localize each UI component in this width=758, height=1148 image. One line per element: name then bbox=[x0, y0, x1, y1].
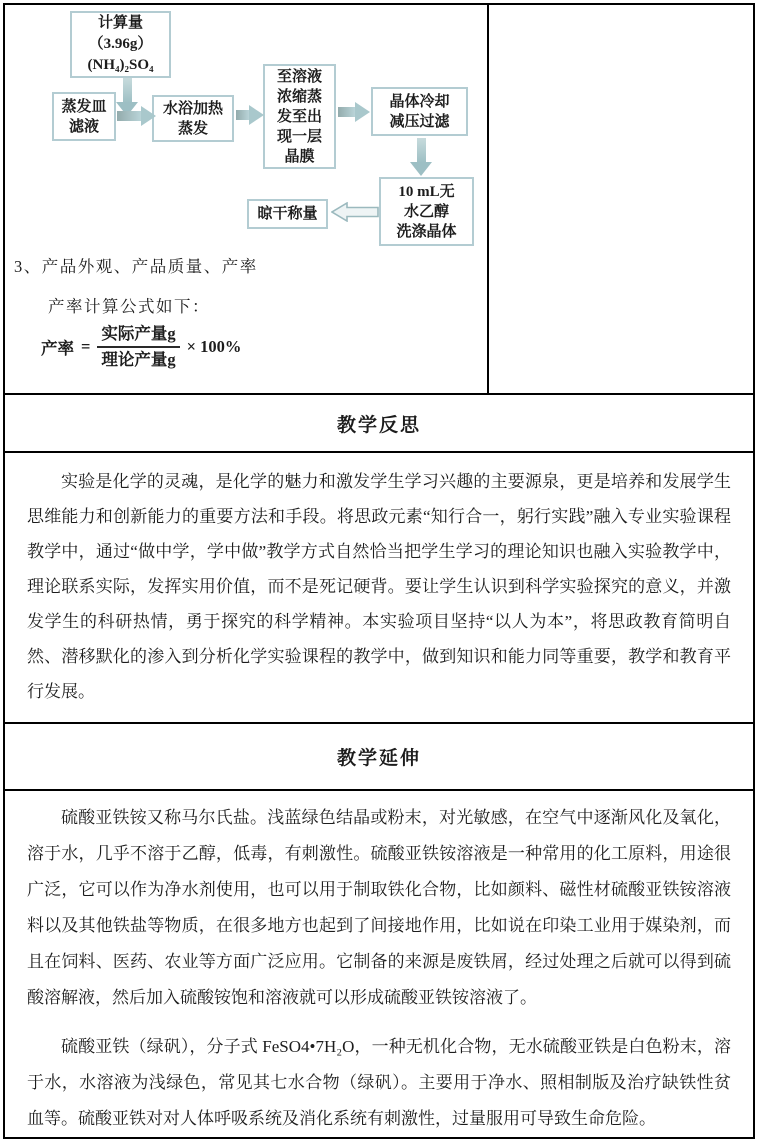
flow-box-line: 10 mL无 bbox=[398, 183, 455, 200]
flow-box-line: 滤液 bbox=[68, 118, 99, 135]
formula-intro-label: 产率计算公式如下： bbox=[48, 297, 210, 316]
extension-body-row bbox=[5, 789, 753, 1137]
reflection-header: 教学反思 bbox=[336, 414, 421, 436]
reflection-header-row bbox=[5, 393, 753, 451]
flow-box-line: 浓缩蒸 bbox=[276, 88, 322, 105]
formula-lhs: 产率 bbox=[41, 339, 74, 359]
flow-box-line: 晶膜 bbox=[284, 148, 315, 165]
extension-header-row bbox=[5, 722, 753, 789]
flow-box-line: 减压过滤 bbox=[389, 113, 450, 130]
extension-header: 教学延伸 bbox=[336, 748, 421, 769]
extension-paragraph-2: 硫酸亚铁（绿矾），分子式 FeSO4•7H₂O，一种无机化合物，无水硫酸亚铁是白色粉末，溶于水，水溶液为浅绿色，常见其七水合物（绿矾）。主要用于净水、照相制版及治疗缺铁性贫血等。硫酸亚铁对对人体呼吸系统及消化系统有刺激性，过量服用可导致生命危险。 bbox=[27, 1037, 731, 1128]
formula-fraction bbox=[97, 323, 179, 372]
arrow-left-hollow-icon bbox=[331, 202, 379, 227]
flow-box-calculated-amount bbox=[70, 11, 171, 78]
formula-equals: = bbox=[81, 337, 91, 357]
formula-numerator: 实际产量g bbox=[97, 323, 179, 348]
procedure-row bbox=[5, 5, 753, 393]
extension-paragraph-1: 硫酸亚铁铵又称马尔氏盐。浅蓝绿色结晶或粉末，对光敏感，在空气中逐渐风化及氧化，溶于水，几乎不溶于乙醇，低毒，有刺激性。硫酸亚铁铵溶液是一种常用的化工原料，用途很广泛，它可以作为净水剂使用，也可以用于制取铁化合物，比如颜料、磁性材硫酸亚铁铵溶液料以及其他铁盐等物质，在很多地方也起到了间接地作用，比如说在印染工业用于媒染剂，而且在饲料、医药、农业等方面广泛应用。它制备的来源是废铁屑，经过处理之后就可以得到硫酸溶解液，然后加入硫酸铵饱和溶液就可以形成硫酸亚铁铵溶液了。 bbox=[27, 808, 731, 1007]
reflection-paragraph: 实验是化学的灵魂，是化学的魅力和激发学生学习兴趣的主要源泉，更是培养和发展学生思维能力和创新能力的重要方法和手段。将思政元素“知行合一，躬行实践”融入专业实验课程教学中，通过“做中学，学中做”教学方式自然恰当把学生学习的理论知识也融入实验教学中，理论联系实际，发挥实用价值，而不是死记硬背。要让学生认识到科学实验探究的意义，并激发学生的科研热情，勇于探究的科学精神。本实验项目坚持“以人为本”，将思政教育简明自然、潜移默化的渗入到分析化学实验课程的教学中，做到知识和能力同等重要，教学和教育平行发展。 bbox=[27, 472, 731, 701]
flow-box-line: （3.96g） bbox=[88, 36, 153, 52]
flow-box-line: 至溶液 bbox=[276, 68, 322, 85]
product-item-label: 3、产品外观、产品质量、产率 bbox=[14, 257, 258, 276]
flow-box-evaporating-dish-filtrate bbox=[52, 92, 116, 141]
flow-box-line: 水乙醇 bbox=[403, 203, 449, 220]
flow-box-line: 发至出 bbox=[276, 108, 322, 125]
flow-box-ethanol-wash bbox=[379, 177, 474, 246]
flow-box-line: 晶体冷却 bbox=[389, 93, 450, 110]
flow-box-line: 蒸发皿 bbox=[61, 98, 107, 115]
document-table bbox=[3, 3, 755, 1139]
flow-box-cool-vacuum-filter bbox=[371, 87, 468, 136]
formula-denominator: 理论产量g bbox=[101, 350, 176, 370]
flow-box-line: 现一层 bbox=[276, 128, 322, 145]
flow-box-dry-and-weigh bbox=[247, 199, 328, 229]
flow-box-water-bath-evaporation bbox=[152, 95, 234, 142]
reflection-body-row bbox=[5, 451, 753, 722]
flow-box-line: 洗涤晶体 bbox=[396, 223, 457, 240]
formula-multiplier: × 100% bbox=[186, 337, 242, 357]
flow-box-line: 晾干称量 bbox=[257, 206, 318, 222]
flow-box-line: 计算量 bbox=[97, 15, 143, 31]
flow-box-line: 蒸发 bbox=[177, 120, 208, 137]
column-divider bbox=[487, 5, 489, 393]
flow-box-line: 水浴加热 bbox=[162, 100, 223, 117]
flow-box-concentrate-to-film bbox=[263, 64, 336, 169]
flow-box-line: (NH₄)₂SO₄ bbox=[87, 57, 154, 73]
yield-formula bbox=[41, 323, 241, 372]
